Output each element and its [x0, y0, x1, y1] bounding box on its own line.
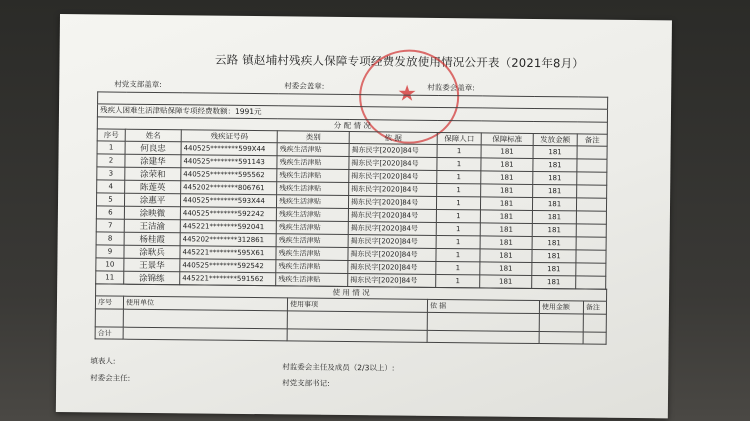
cell-people: 1 [436, 275, 480, 288]
cell-people: 1 [436, 223, 480, 236]
usage-column-header: 使用事项 [287, 298, 427, 312]
cell-type: 残疾生活津贴 [276, 260, 348, 274]
fund-amount-line: 残疾人困难生活津贴保障专项经费数额：1991元 [97, 104, 607, 122]
cell-standard: 181 [480, 223, 532, 237]
cell-basis: 揭东民字[2020]84号 [348, 274, 436, 288]
column-header: 依 据 [349, 131, 437, 144]
usage-column-header: 序号 [95, 296, 123, 309]
document-title: 云路 镇赵埔村残疾人保障专项经费发放使用情况公开表（2021年8月） [214, 52, 585, 71]
cell-no: 10 [96, 258, 124, 271]
cell-name: 涂荣和 [125, 167, 181, 181]
cell-type: 残疾生活津贴 [277, 182, 349, 196]
cell-id: 440525********591143 [181, 155, 277, 169]
cell-name: 涂锦练 [124, 271, 180, 285]
cell-amount: 181 [532, 211, 576, 224]
cell-id: 440525********592242 [180, 207, 276, 221]
cell-note [577, 185, 607, 198]
column-header: 发放金额 [533, 133, 577, 146]
cell-id: 445202********312861 [180, 233, 276, 247]
cell-type: 残疾生活津贴 [276, 247, 348, 261]
cell-amount: 181 [533, 172, 577, 185]
cell-people: 1 [437, 145, 481, 158]
allocation-section-header: 分 配 情 况 [97, 116, 607, 134]
cell-no: 4 [97, 180, 125, 193]
filler-label: 填表人: [90, 356, 116, 366]
allocation-table [95, 91, 608, 290]
cell-amount: 181 [532, 237, 576, 250]
cell-basis: 揭东民字[2020]84号 [348, 222, 436, 236]
cell-id: 445202********806761 [181, 181, 277, 195]
cell-name: 涂建华 [125, 154, 181, 168]
cell-type: 残疾生活津贴 [276, 221, 348, 235]
column-header: 残疾证号码 [181, 130, 277, 143]
cell-no: 3 [97, 167, 125, 180]
cell-name: 王洁渝 [124, 219, 180, 233]
cell-amount: 181 [532, 250, 576, 263]
cell-note [577, 146, 607, 159]
column-header: 类别 [277, 131, 349, 144]
cell-standard: 181 [481, 184, 533, 198]
column-header: 保障人口 [437, 132, 481, 145]
cell-basis: 揭东民字[2020]84号 [348, 261, 436, 275]
cell-people: 1 [436, 262, 480, 275]
supervisory-seal-label: 村监委会盖章: [427, 82, 475, 93]
column-header: 保障标准 [481, 133, 533, 146]
cell-id: 445221********591562 [180, 272, 276, 286]
cell-people: 1 [436, 249, 480, 262]
cell-no: 8 [96, 232, 124, 245]
usage-column-header: 使用单位 [123, 296, 287, 311]
cell-note [576, 224, 606, 237]
cell-type: 残疾生活津贴 [276, 195, 348, 209]
cell-basis: 揭东民字[2020]84号 [349, 157, 437, 171]
cell-note [577, 172, 607, 185]
cell-basis: 揭东民字[2020]84号 [348, 248, 436, 262]
cell-note [576, 211, 606, 224]
cell-standard: 181 [480, 275, 532, 289]
cell-basis: 揭东民字[2020]84号 [348, 196, 436, 210]
cell-type: 残疾生活津贴 [276, 273, 348, 287]
cell-type: 残疾生活津贴 [276, 208, 348, 222]
cell-type: 残疾生活津贴 [277, 169, 349, 183]
supervisory-members-label: 村监委会主任及成员（2/3以上）: [282, 362, 395, 373]
cell-standard: 181 [480, 249, 532, 263]
cell-no: 1 [97, 141, 125, 154]
cell-type: 残疾生活津贴 [277, 156, 349, 170]
party-secretary-label: 村党支部书记: [282, 378, 330, 388]
cell-name: 陈莲英 [125, 180, 181, 194]
cell-note [576, 250, 606, 263]
cell-people: 1 [436, 236, 480, 249]
committee-director-label: 村委会主任: [90, 373, 131, 383]
cell-amount: 181 [532, 198, 576, 211]
cell-note [576, 263, 606, 276]
cell-name: 涂耿兵 [124, 245, 180, 259]
cell-note [577, 159, 607, 172]
cell-people: 1 [436, 210, 480, 223]
usage-column-header: 依 据 [427, 299, 539, 313]
cell-type: 残疾生活津贴 [276, 234, 348, 248]
usage-table [95, 283, 608, 344]
cell-id: 445221********595X61 [180, 246, 276, 260]
cell-people: 1 [437, 184, 481, 197]
cell-no: 9 [96, 245, 124, 258]
usage-section-header: 使 用 情 况 [96, 284, 607, 301]
star-icon: ★ [397, 81, 418, 107]
cell-name: 杨桂霞 [124, 232, 180, 246]
cell-id: 440525********593X44 [180, 194, 276, 208]
cell-standard: 181 [480, 262, 532, 276]
cell-no: 5 [96, 193, 124, 206]
cell-amount: 181 [533, 159, 577, 172]
cell-standard: 181 [481, 158, 533, 172]
cell-no: 7 [96, 219, 124, 232]
cell-name: 涂惠平 [124, 193, 180, 207]
cell-basis: 揭东民字[2020]84号 [349, 183, 437, 197]
cell-basis: 揭东民字[2020]84号 [348, 235, 436, 249]
cell-people: 1 [437, 158, 481, 171]
cell-standard: 181 [480, 197, 532, 211]
cell-no: 2 [97, 154, 125, 167]
usage-column-header: 备注 [583, 301, 606, 314]
cell-amount: 181 [532, 276, 576, 289]
cell-amount: 181 [532, 263, 576, 276]
cell-people: 1 [436, 197, 480, 210]
cell-standard: 181 [481, 145, 533, 159]
cell-standard: 181 [481, 171, 533, 185]
cell-amount: 181 [532, 224, 576, 237]
cell-id: 440525********599X44 [181, 142, 277, 156]
cell-standard: 181 [480, 236, 532, 250]
cell-id: 440525********592542 [180, 259, 276, 273]
cell-standard: 181 [480, 210, 532, 224]
column-header: 序号 [97, 129, 125, 142]
cell-name: 王景华 [124, 258, 180, 272]
cell-name: 涂映微 [124, 206, 180, 220]
cell-id: 440525********595562 [181, 168, 277, 182]
cell-basis: 揭东民字[2020]84号 [349, 144, 437, 158]
cell-people: 1 [437, 171, 481, 184]
cell-no: 11 [96, 271, 124, 284]
cell-note [576, 276, 606, 289]
cell-note [576, 198, 606, 211]
cell-amount: 181 [533, 185, 577, 198]
cell-basis: 揭东民字[2020]84号 [348, 209, 436, 223]
usage-total-label: 合计 [95, 327, 123, 339]
column-header: 姓名 [125, 129, 181, 142]
paper-sheet [56, 14, 672, 418]
committee-seal-label: 村委会盖章: [284, 81, 325, 91]
cell-no: 6 [96, 206, 124, 219]
usage-column-header: 使用金额 [539, 301, 583, 314]
cell-type: 残疾生活津贴 [277, 143, 349, 157]
cell-name: 何良忠 [125, 141, 181, 155]
branch-seal-label: 村党支部盖章: [114, 79, 162, 90]
cell-basis: 揭东民字[2020]84号 [349, 170, 437, 184]
cell-id: 445221********592041 [180, 220, 276, 234]
column-header: 备注 [577, 134, 607, 147]
cell-amount: 181 [533, 146, 577, 159]
cell-note [576, 237, 606, 250]
